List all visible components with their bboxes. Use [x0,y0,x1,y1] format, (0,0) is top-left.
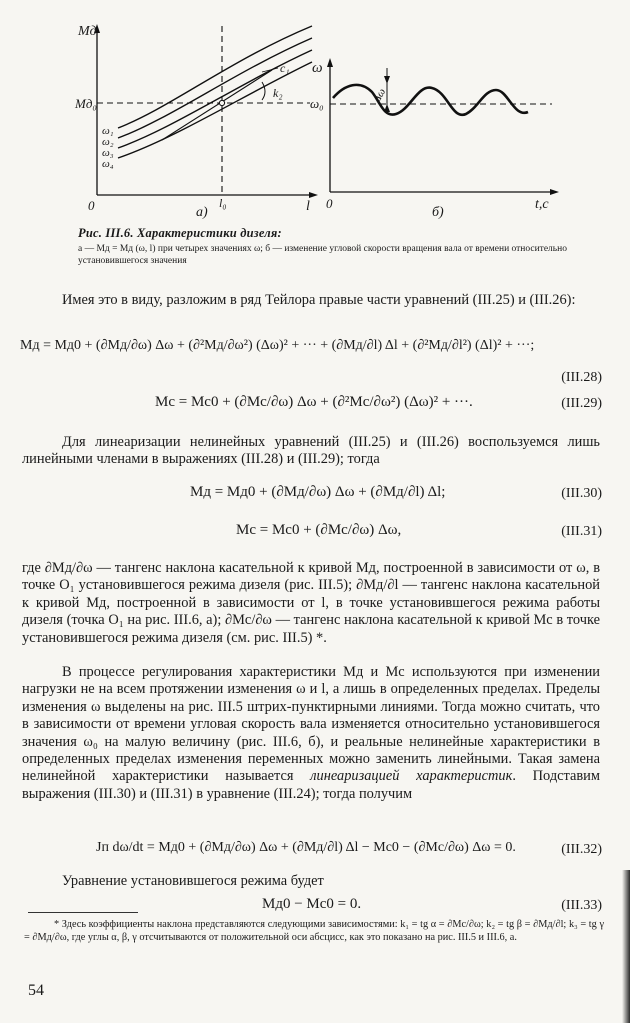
angle-arc [262,82,265,100]
panel-b-ref-label: ω₀ [310,96,324,111]
panel-a-ref-label: Mд₀ [75,96,97,111]
panel-a-origin: 0 [88,198,95,213]
paragraph-linearization: Для линеаризации нелинейных уравнений (III.25) и (III.26) воспользуемся лишь линейными членами в выражениях (III.28) и (III.29); тогда [22,434,600,468]
equation-iii-28: Mд = Mд0 + (∂Mд/∂ω) Δω + (∂²Mд/∂ω²) (Δω)² + ··· + (∂Mд/∂l) Δl + (∂²Mд/∂l²) (Δl)² + ···; [20,338,535,353]
panel-a-l0: l₀ [219,196,227,210]
panel-a-c-label: c₁ [280,61,290,75]
panel-a-x-label: l [306,199,310,214]
figure-caption-body: а — Mд = Mд (ω, l) при четырех значениях ω; б — изменение угловой скорости вращения вала от времени относительно установившегося значения [78,244,567,266]
panel-a-y-label: Mд [78,24,97,39]
figure-diesel-characteristics [0,0,630,225]
delta-arrow-top [384,76,390,84]
equation-iii-32: Jп dω/dt = Mд0 + (∂Mд/∂ω) Δω + (∂Mд/∂l) Δl − Mc0 − (∂Mc/∂ω) Δω = 0. [96,840,516,855]
panel-b-delta-label: Δω [370,86,389,105]
curve-label-omega3: ω₃ [102,147,114,159]
equation-iii-29: Mc = Mc0 + (∂Mc/∂ω) Δω + (∂²Mc/∂ω²) (Δω)² + ···. [155,394,473,410]
panel-b-x-arrow [550,189,559,195]
figure-caption-title: Рис. III.6. Характеристики дизеля: [78,226,282,240]
paragraph-taylor-intro: Имея это в виду, разложим в ряд Тейлора правые части уравнений (III.25) и (III.26): [62,292,576,308]
point-o1 [219,100,224,105]
panel-a-x-arrow [309,192,318,198]
panel-b-y-label: ω [312,60,323,76]
eq-number-iii-29: (III.29) [561,396,602,411]
paragraph-tangent-definitions: где ∂Mд/∂ω — тангенс наклона касательной к кривой Mд, построенной в зависимости от ω, в точке O₁ установившегося режима дизеля (рис. III.5); ∂Mд/∂l — тангенс наклона касательной к кривой Mд, построенной в зависимости от l, в точке установившегося режима работы дизеля (точка O₁ на рис. III.6, а); ∂Mc/∂ω — тангенс наклона касательной к кривой Mc в точке установившегося режима дизеля (см. рис. III.5) *. [22,560,600,646]
paragraph-steady-state: Уравнение установившегося режима будет [62,873,324,889]
scan-edge-shadow [622,870,630,1023]
delta-arrow-bottom [384,104,390,112]
eq-number-iii-30: (III.30) [561,486,602,501]
eq-number-iii-31: (III.31) [561,524,602,539]
curve-label-omega1: ω₁ [102,125,114,137]
panel-b-sub-label: б) [432,205,444,220]
curve-label-omega2: ω₂ [102,136,114,148]
equation-iii-31: Mc = Mc0 + (∂Mc/∂ω) Δω, [236,522,402,538]
curve-omega2 [118,38,312,138]
tangent-line [162,70,272,140]
panel-b-origin: 0 [326,196,333,211]
footnote: * Здесь коэффициенты наклона представляются следующими зависимостями: k₁ = tg α = ∂Mc/∂ω; k₂ = tg β = ∂Mд/∂l; k₃ = tg γ = ∂Mд/∂ω, где углы α, β, γ отсчитываются от положительной оси абсцисс, как это показано на рис. III.5 и III.6, а. [24,919,604,943]
p4-text-after: . Подставим выражения (III.30) и (III.31) в уравнение (III.24); тогда получим [22,768,600,802]
eq-number-iii-28: (III.28) [561,370,602,385]
panel-b-y-arrow [327,58,333,67]
p4-text-before: В процессе регулирования характеристики Mд и Mc используются при изменении нагрузки не на всем протяжении изменения ω и l, а лишь в определенных пределах. Пределы изменения ω выделены на рис. III.5 штрих-пунктирными линиями. Тогда можно считать, что в зависимости от времени угловая скорость вала изменяется относительно установившегося значения ω₀ на малую величину (рис. III.6, б), и реальные нелинейные характеристики в определенных пределах изменения переменных можно заменить линейными. Такая замена нелинейной характеристики называется [22,664,600,785]
equation-iii-30: Mд = Mд0 + (∂Mд/∂ω) Δω + (∂Mд/∂l) Δl; [190,484,446,500]
omega-oscillation [333,85,528,115]
panel-b-x-label: t,c [535,197,549,212]
term-linearization: линеаризацией характеристик [310,768,513,785]
eq-number-iii-32: (III.32) [561,842,602,857]
footnote-rule [28,912,138,913]
panel-a-k-label: k₂ [273,86,283,100]
page-number: 54 [28,982,44,999]
paragraph-regulation [22,664,600,803]
equation-iii-33: Mд0 − Mc0 = 0. [262,896,362,912]
panel-a-sub-label: а) [196,205,208,220]
curve-label-omega4: ω₄ [102,158,114,170]
eq-number-iii-33: (III.33) [561,898,602,913]
